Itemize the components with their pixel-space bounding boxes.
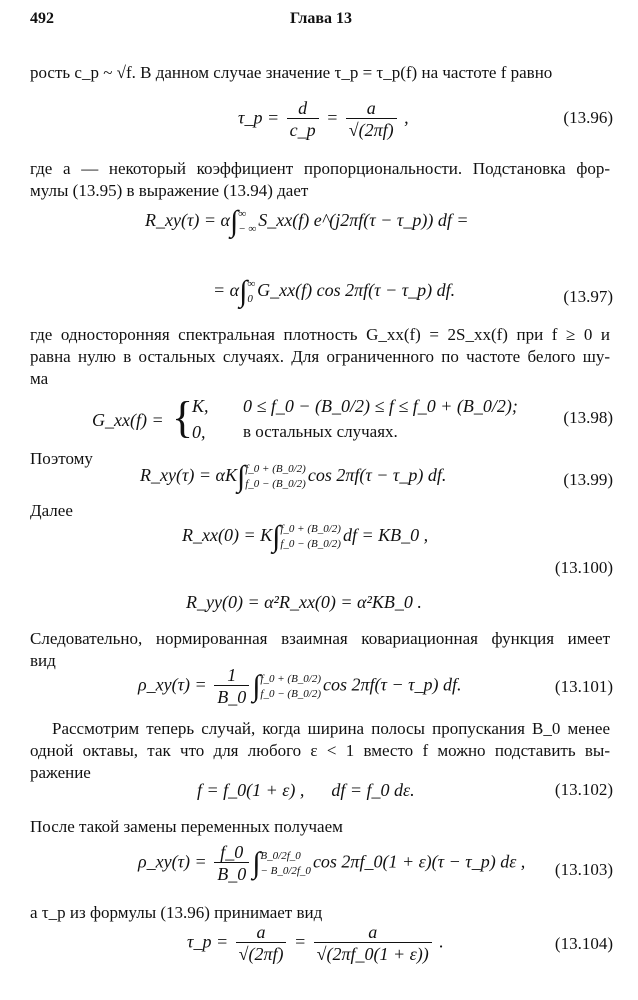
equation-number: (13.100): [554, 558, 613, 577]
fraction-denominator: √(2πf_0(1 + ε)): [316, 944, 429, 964]
eq-rhs: cos 2πf(τ − τ_p) df.: [307, 465, 447, 486]
limit-upper: ∞: [247, 278, 256, 290]
paragraph-line: Следовательно, нормированная взаимная ковариационная функция имеет: [30, 629, 610, 648]
equation-number: (13.99): [563, 470, 613, 489]
fraction-denominator: B_0: [217, 687, 247, 707]
equation-number: (13.96): [563, 108, 613, 127]
integral-sign: ∫: [239, 275, 248, 308]
fraction-denominator: c_p: [289, 120, 316, 140]
paragraph-line: ма: [30, 369, 49, 388]
eq-rhs: cos 2πf_0(1 + ε)(τ − τ_p) dε ,: [312, 851, 526, 872]
eq-tail: ,: [404, 107, 409, 128]
limit-lower: f_0 − (B_0/2): [245, 478, 306, 490]
eq-lhs: ρ_xy(τ) =: [138, 851, 207, 872]
eq-lhs: ρ_xy(τ) =: [138, 674, 207, 695]
paragraph-line: ражение: [30, 763, 91, 782]
page-number: 492: [30, 10, 54, 27]
left-brace: {: [172, 393, 194, 442]
fraction-numerator: 1: [214, 665, 249, 686]
limit-upper: B_0/2f_0: [260, 849, 301, 862]
eq-rhs: df = KB_0 ,: [342, 525, 429, 546]
fraction-numerator: a: [314, 922, 432, 943]
equation-number: (13.101): [554, 677, 613, 696]
limit-lower: f_0 − (B_0/2): [260, 687, 322, 700]
case-condition: в остальных случаях.: [243, 422, 398, 441]
equation-number: (13.103): [554, 860, 613, 879]
limit-lower: − ∞: [238, 223, 257, 235]
eq-lhs: R_xx(0) = K: [182, 525, 273, 546]
eq-lhs: R_xy(τ) = α: [145, 210, 230, 231]
fraction-denominator: √(2πf): [348, 120, 394, 140]
case-value: 0,: [192, 422, 206, 442]
eq-lhs: = α: [213, 280, 240, 301]
eq-sign: =: [326, 107, 339, 128]
paragraph-line: вид: [30, 651, 56, 670]
limit-lower: f_0 − (B_0/2): [280, 538, 341, 550]
fraction-numerator: f_0: [214, 842, 249, 863]
equation-number: (13.104): [554, 934, 613, 953]
limit-upper: ∞: [238, 208, 247, 220]
eq-rhs: G_xx(f) cos 2πf(τ − τ_p) df.: [257, 280, 456, 301]
paragraph-line: мулы (13.95) в выражение (13.94) дает: [30, 181, 309, 200]
integral-sign: ∫: [237, 460, 246, 493]
fraction-numerator: d: [287, 98, 319, 119]
paragraph-line: а τ_p из формулы (13.96) принимает вид: [30, 903, 323, 922]
equation-number: (13.97): [563, 287, 613, 306]
paragraph-line: рость c_p ~ √f. В данном случае значение τ_p = τ_p(f) на частоте f равно: [30, 63, 553, 82]
eq-line: f = f_0(1 + ε) , df = f_0 dε.: [197, 780, 415, 800]
paragraph-line: Рассмотрим теперь случай, когда ширина полосы пропускания B_0 менее: [52, 719, 610, 738]
integral-sign: ∫: [272, 520, 281, 553]
fraction-denominator: √(2πf): [238, 944, 284, 964]
eq-sign: =: [293, 931, 307, 952]
eq-lhs: R_xy(τ) = αK: [140, 465, 238, 486]
limit-lower: 0: [247, 293, 253, 305]
limit-upper: f_0 + (B_0/2): [245, 463, 306, 475]
paragraph-line: Поэтому: [30, 449, 93, 468]
eq-line: R_yy(0) = α²R_xx(0) = α²KB_0 .: [186, 592, 422, 612]
limit-upper: f_0 + (B_0/2): [260, 672, 322, 685]
paragraph-line: После такой замены переменных получаем: [30, 817, 343, 836]
case-value: K,: [192, 396, 209, 416]
eq-rhs: cos 2πf(τ − τ_p) df.: [323, 674, 462, 695]
fraction-denominator: B_0: [217, 864, 247, 884]
fraction-numerator: a: [236, 922, 287, 943]
integral-sign: ∫: [252, 669, 261, 703]
limit-lower: − B_0/2f_0: [260, 864, 311, 877]
case-condition: 0 ≤ f_0 − (B_0/2) ≤ f ≤ f_0 + (B_0/2);: [243, 396, 518, 416]
eq-lhs: G_xx(f) =: [92, 410, 164, 430]
paragraph-line: где a — некоторый коэффициент пропорциональности. Подстановка фор-: [30, 159, 610, 178]
limit-upper: f_0 + (B_0/2): [280, 523, 341, 535]
eq-tail: .: [439, 931, 444, 952]
paragraph-line: где односторонняя спектральная плотность G_xx(f) = 2S_xx(f) при f ≥ 0 и: [30, 325, 610, 344]
eq-rhs: S_xx(f) e^(j2πf(τ − τ_p)) df =: [258, 210, 469, 231]
paragraph-line: одной октавы, так что для любого ε < 1 вместо f можно подставить вы-: [30, 741, 610, 760]
eq-lhs: τ_p =: [187, 931, 229, 952]
equation-number: (13.102): [554, 780, 613, 799]
eq-lhs: τ_p =: [238, 107, 280, 128]
integral-sign: ∫: [252, 846, 261, 880]
paragraph-line: равна нулю в остальных случаях. Для ограниченного по частоте белого шу-: [30, 347, 610, 366]
equation-number: (13.98): [563, 408, 613, 427]
fraction-numerator: a: [346, 98, 397, 119]
chapter-title: Глава 13: [290, 10, 352, 27]
paragraph-line: Далее: [30, 501, 73, 520]
integral-sign: ∫: [230, 205, 239, 238]
